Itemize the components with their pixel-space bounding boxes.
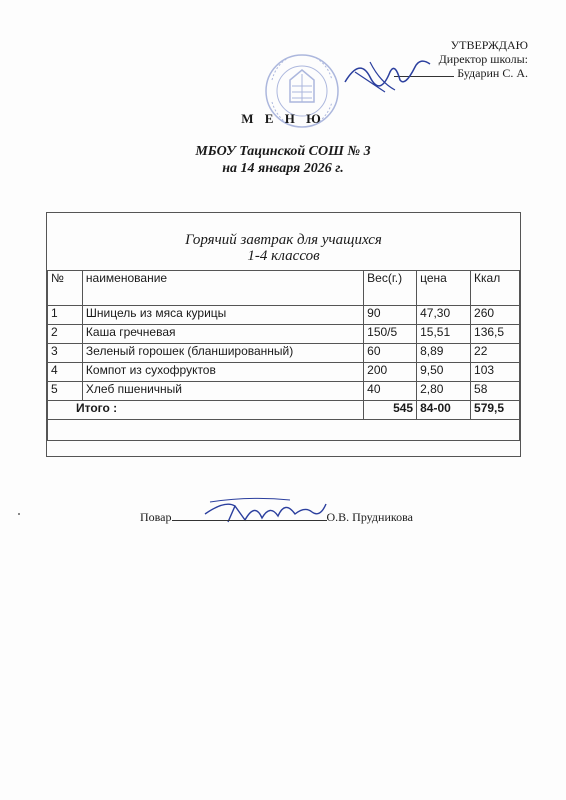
table-row: [48, 325, 520, 344]
cell-name: Зеленый горошек (бланшированный): [82, 344, 363, 363]
cell-price: 15,51: [417, 325, 471, 344]
cell-kcal: 58: [471, 382, 520, 401]
total-row: [48, 401, 520, 420]
school-header: [0, 143, 566, 177]
header-number: №: [48, 271, 83, 306]
header-price: цена: [417, 271, 471, 306]
header-name: наименование: [82, 271, 363, 306]
header-kcal: Ккал: [471, 271, 520, 306]
cook-line: [140, 510, 413, 525]
menu-title: М Е Н Ю: [241, 111, 325, 126]
cell-weight: 40: [364, 382, 417, 401]
cell-price: 2,80: [417, 382, 471, 401]
table-row: [48, 344, 520, 363]
table-row: [48, 382, 520, 401]
cook-sign-line: [172, 510, 327, 521]
table-row: [48, 363, 520, 382]
cell-price: 9,50: [417, 363, 471, 382]
meal-title-line1: Горячий завтрак для учащихся: [185, 232, 382, 248]
cell-price: 8,89: [417, 344, 471, 363]
meal-title: [47, 232, 520, 264]
cell-number: 1: [48, 306, 83, 325]
cell-weight: 90: [364, 306, 417, 325]
cell-name: Хлеб пшеничный: [82, 382, 363, 401]
cell-number: 5: [48, 382, 83, 401]
school-name: МБОУ Тацинской СОШ № 3: [195, 144, 371, 159]
total-kcal: 579,5: [471, 401, 520, 420]
cell-kcal: 103: [471, 363, 520, 382]
total-price: 84-00: [417, 401, 471, 420]
approve-label: УТВЕРЖДАЮ: [450, 38, 528, 52]
meal-title-line2: 1-4 классов: [247, 248, 320, 264]
cell-weight: 200: [364, 363, 417, 382]
cell-number: 2: [48, 325, 83, 344]
cook-role: Повар: [140, 510, 172, 524]
cell-name: Компот из сухофруктов: [82, 363, 363, 382]
header-weight: Вес(г.): [364, 271, 417, 306]
cell-number: 3: [48, 344, 83, 363]
empty-cell: [48, 420, 520, 441]
menu-box: [46, 212, 521, 457]
table-header-row: [48, 271, 520, 306]
speck: [18, 513, 20, 515]
cell-weight: 150/5: [364, 325, 417, 344]
cell-price: 47,30: [417, 306, 471, 325]
director-signature: [340, 52, 435, 97]
empty-row: [48, 420, 520, 441]
cell-name: Шницель из мяса курицы: [82, 306, 363, 325]
menu-table: [47, 270, 520, 441]
cell-kcal: 136,5: [471, 325, 520, 344]
director-position: Директор школы:: [438, 52, 528, 66]
table-row: [48, 306, 520, 325]
total-label: Итого :: [48, 401, 364, 420]
cell-number: 4: [48, 363, 83, 382]
menu-date: на 14 января 2026 г.: [222, 161, 344, 176]
cell-kcal: 22: [471, 344, 520, 363]
cook-name: О.В. Прудникова: [326, 510, 413, 524]
cell-name: Каша гречневая: [82, 325, 363, 344]
total-weight: 545: [364, 401, 417, 420]
cell-kcal: 260: [471, 306, 520, 325]
director-name: Бударин С. А.: [457, 66, 528, 80]
cell-weight: 60: [364, 344, 417, 363]
